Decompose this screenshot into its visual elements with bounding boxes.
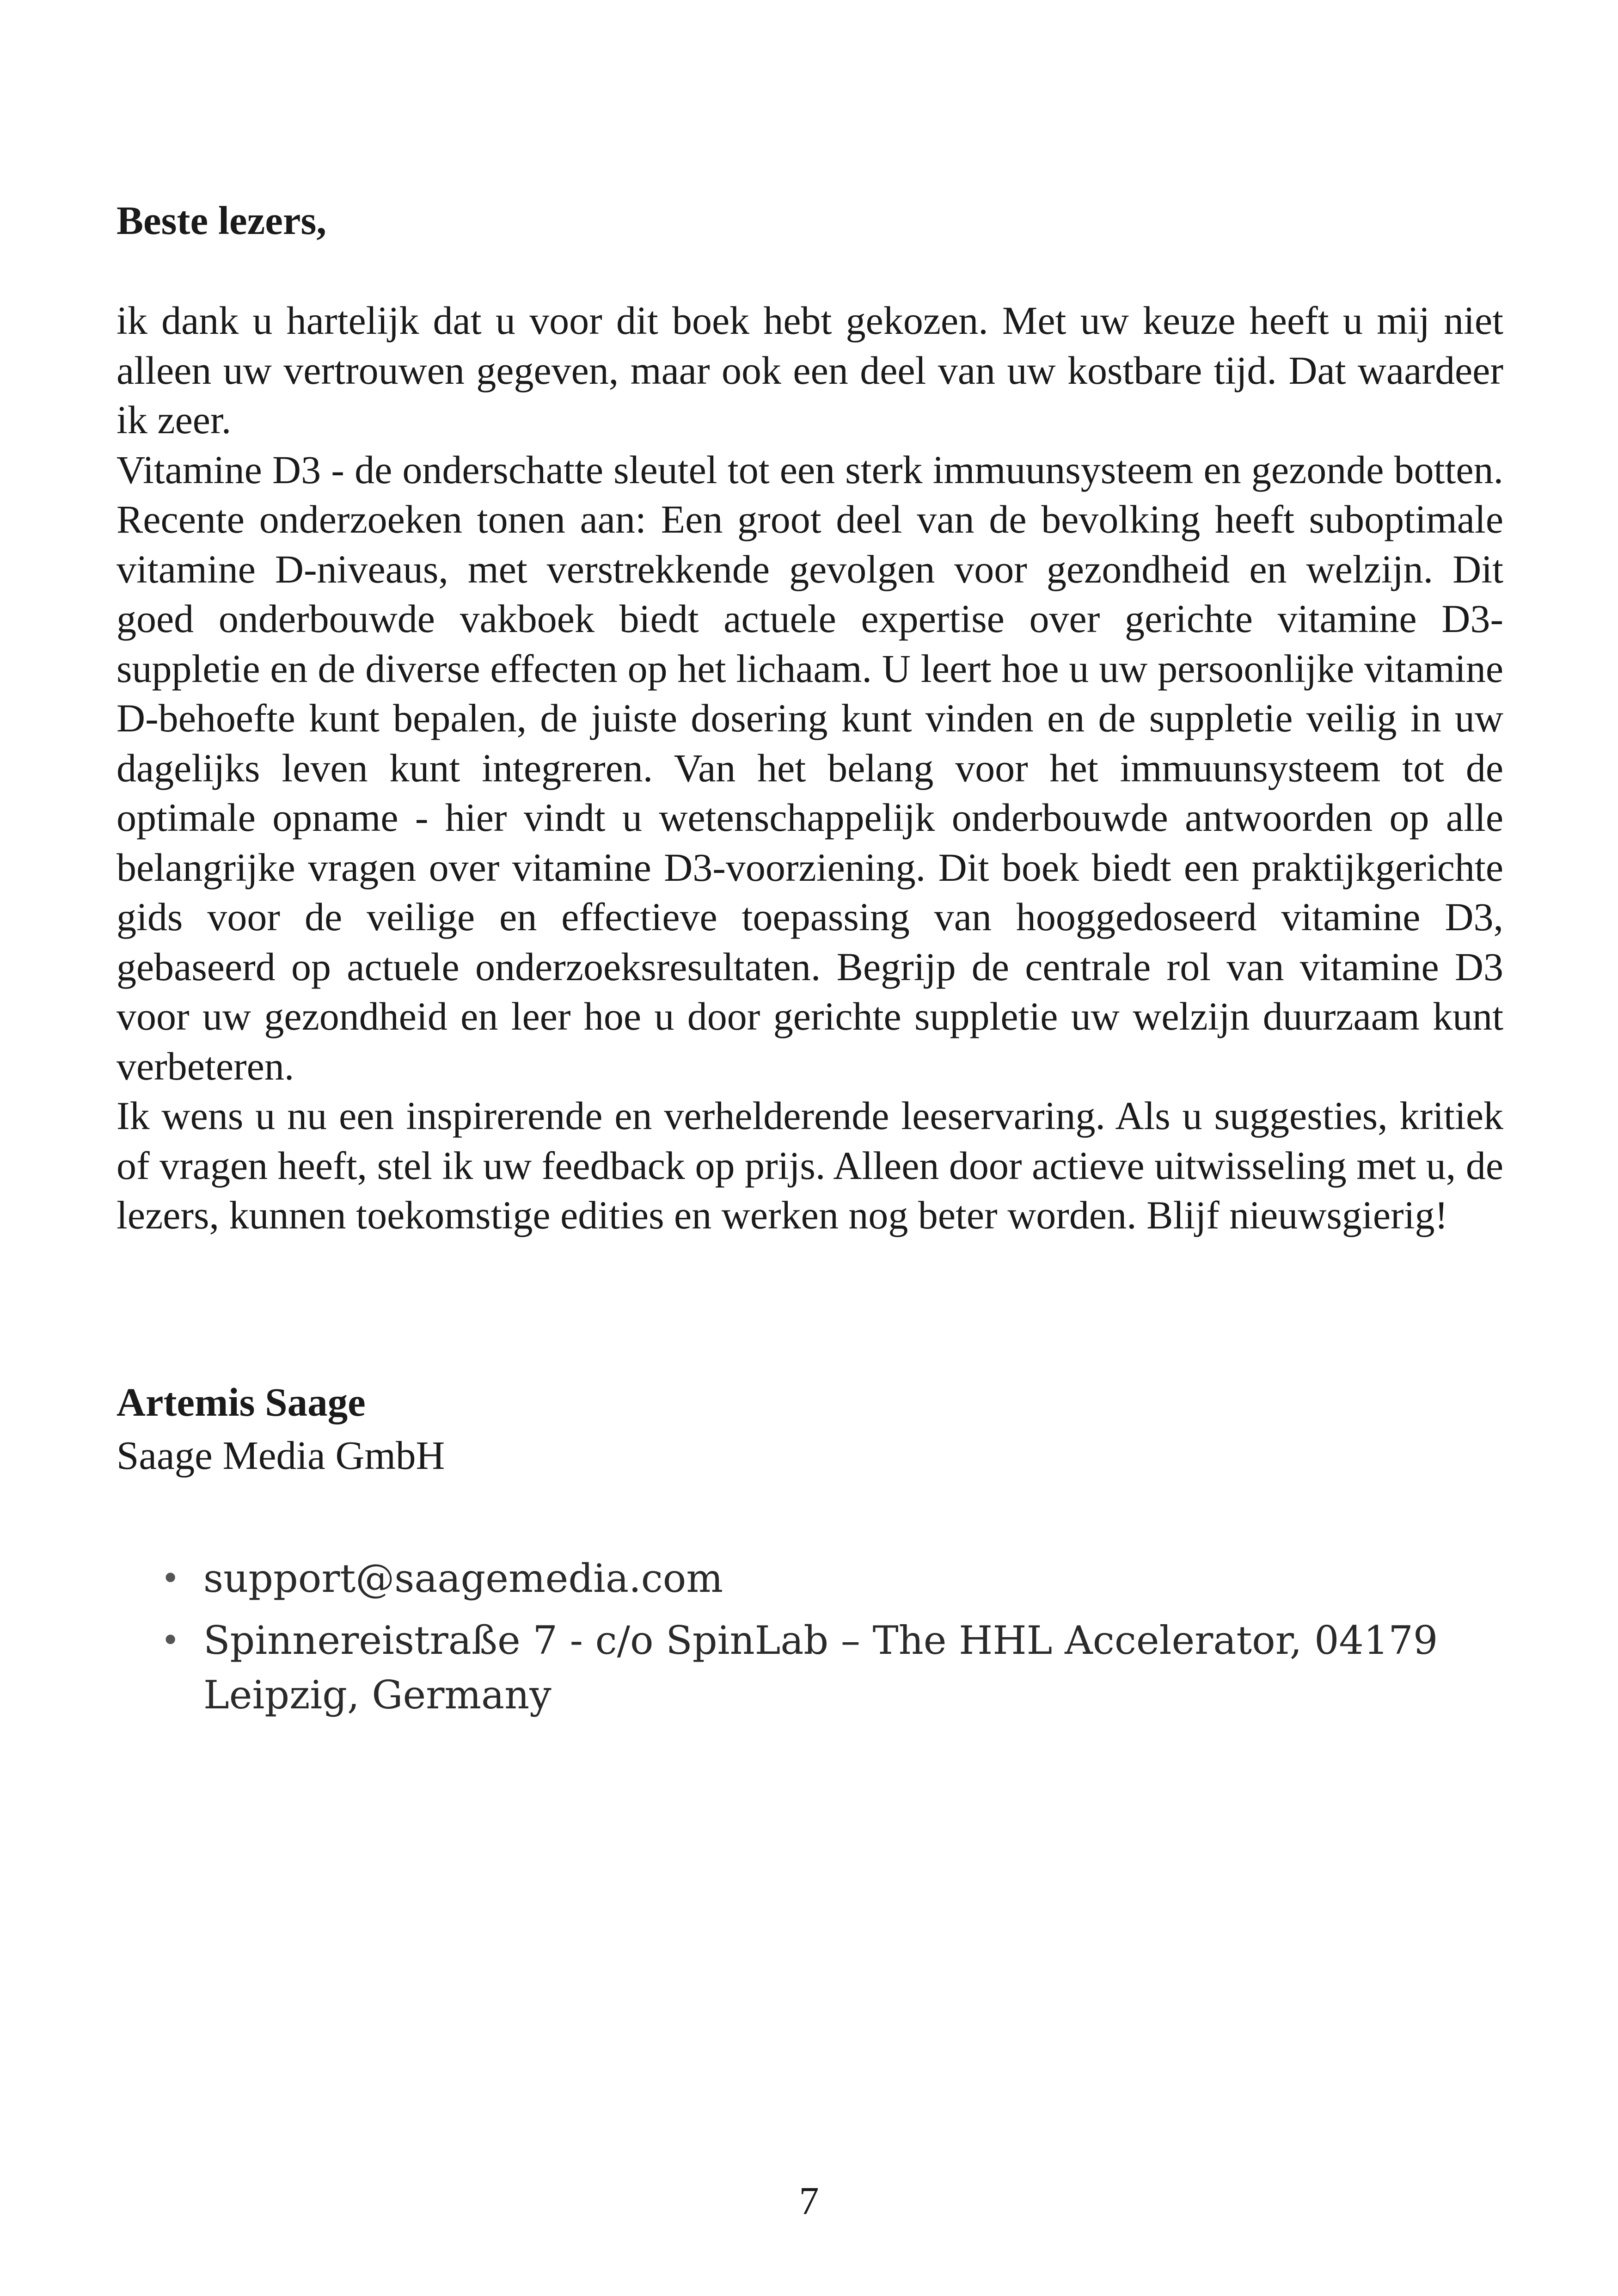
paragraph-closing: Ik wens u nu een inspirerende en verhelderende leeservaring. Als u suggesties, kritiek of vragen heeft, stel ik uw feedback op prijs. Alleen door actieve uitwisseling met u, de lezers, kunnen toekomstige edities en werken nog beter worden. Blijf nieuwsgierig! [116, 1093, 1503, 1237]
paragraph-book-description: Vitamine D3 - de onderschatte sleutel tot een sterk immuunsysteem en gezonde botten. Recente onderzoeken tonen aan: Een groot deel van de bevolking heeft suboptimale vitamine D-niveaus, met verstrekkende gevolgen voor gezondheid en welzijn. Dit goed onderbouwde vakboek biedt actuele expertise over gerichte vitamine D3-suppletie en de diverse effecten op het lichaam. U leert hoe u uw persoonlijke vitamine D-behoefte kunt bepalen, de juiste dosering kunt vinden en de suppletie veilig in uw dagelijks leven kunt integreren. Van het belang voor het immuunsysteem tot de optimale opname - hier vindt u wetenschappelijk onderbouwde antwoorden op alle belangrijke vragen over vitamine D3-voorziening. Dit boek biedt een praktijkgerichte gids voor de veilige en effectieve toepassing van hooggedoseerd vitamine D3, gebaseerd op actuele onderzoeksresultaten. Begrijp de centrale rol van vitamine D3 voor uw gezondheid en leer hoe u door gerichte suppletie uw welzijn duurzaam kunt verbeteren. [116, 447, 1503, 1088]
signature-block [116, 1375, 445, 1482]
contact-address: Spinnereistraße 7 - c/o SpinLab – The HHL Accelerator, 04179 Leipzig, Germany [203, 1618, 1438, 1718]
letter-body [116, 296, 1503, 1240]
contact-address-item [157, 1613, 1498, 1722]
bullet-icon: • [161, 1621, 180, 1659]
company-name: Saage Media GmbH [116, 1433, 445, 1478]
page-number: 7 [799, 2179, 819, 2223]
paragraph-thanks: ik dank u hartelijk dat u voor dit boek hebt gekozen. Met uw keuze heeft u mij niet alleen uw vertrouwen gegeven, maar ook een deel van uw kostbare tijd. Dat waardeer ik zeer. [116, 298, 1503, 442]
greeting-heading: Beste lezers, [116, 198, 327, 243]
contact-email-item [157, 1551, 1498, 1606]
contact-list [157, 1551, 1498, 1730]
contact-email[interactable]: support@saagemedia.com [203, 1556, 723, 1601]
author-name: Artemis Saage [116, 1380, 366, 1424]
bullet-icon: • [161, 1559, 180, 1597]
